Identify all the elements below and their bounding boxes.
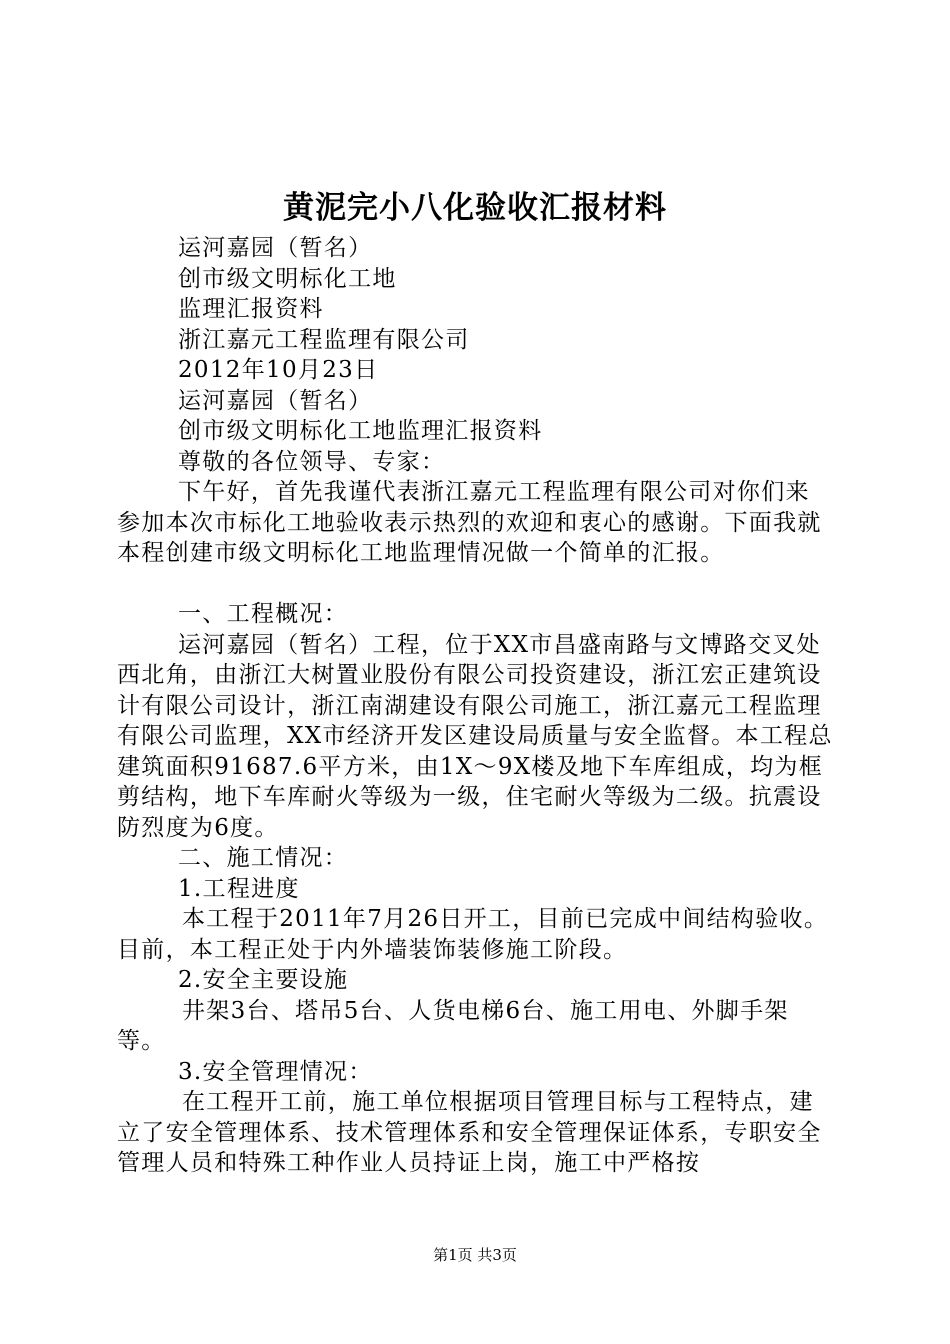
document-title: 黄泥完小八化验收汇报材料 — [283, 190, 667, 226]
project-name-repeat: 运河嘉园（暂名） — [178, 387, 373, 414]
report-date: 2012年10月23日 — [178, 357, 379, 383]
blank-line — [117, 569, 833, 600]
salutation: 尊敬的各位领导、专家： — [178, 448, 446, 475]
opening-paragraph: 下午好，首先我谨代表浙江嘉元工程监理有限公司对你们来参加本次市标化工地验收表示热烈的欢迎和衷心的感谢。下面我就本程创建市级文明标化工地监理情况做一个简单的汇报。 — [117, 479, 822, 566]
subheading-safety-facilities: 2.安全主要设施 — [178, 967, 349, 993]
safety-facilities-paragraph: 井架3台、塔吊5台、人货电梯6台、施工用电、外脚手架等。 — [117, 997, 789, 1054]
section-heading-construction: 二、施工情况： — [178, 845, 349, 871]
subheading-progress: 1.工程进度 — [178, 875, 300, 902]
page-footer: 第1页 共3页 — [433, 1246, 517, 1264]
section-heading-overview: 一、工程概况： — [178, 601, 349, 627]
safety-management-paragraph: 在工程开工前，施工单位根据项目管理目标与工程特点，建立了安全管理体系、技术管理体系和安全管理保证体系，专职安全管理人员和特殊工种作业人员持证上岗，施工中严格按 — [117, 1089, 822, 1176]
overview-paragraph: 运河嘉园（暂名）工程，位于XX市昌盛南路与文博路交叉处西北角，由浙江大树置业股份有限公司投资建设，浙江宏正建筑设计有限公司设计，浙江南湖建设有限公司施工，浙江嘉元工程监理有限公司监理，XX市经济开发区建设局质量与安全监督。本工程总建筑面积91687.6平方米，由1X～9X楼及地下车库组成，均为框剪结构，地下车库耐火等级为一级，住宅耐火等级为二级。抗震设防烈度为6度。 — [117, 631, 833, 841]
project-name: 运河嘉园（暂名） — [178, 235, 373, 261]
project-subtitle: 创市级文明标化工地 — [178, 265, 397, 292]
document-body — [117, 233, 833, 1179]
company-name: 浙江嘉元工程监理有限公司 — [178, 326, 470, 353]
progress-paragraph: 本工程于2011年7月26日开工，目前已完成中间结构验收。目前，本工程正处于内外墙装饰装修施工阶段。 — [117, 906, 829, 963]
report-heading: 创市级文明标化工地监理汇报资料 — [178, 418, 543, 444]
report-type: 监理汇报资料 — [178, 296, 324, 322]
subheading-safety-management: 3.安全管理情况： — [178, 1058, 373, 1085]
